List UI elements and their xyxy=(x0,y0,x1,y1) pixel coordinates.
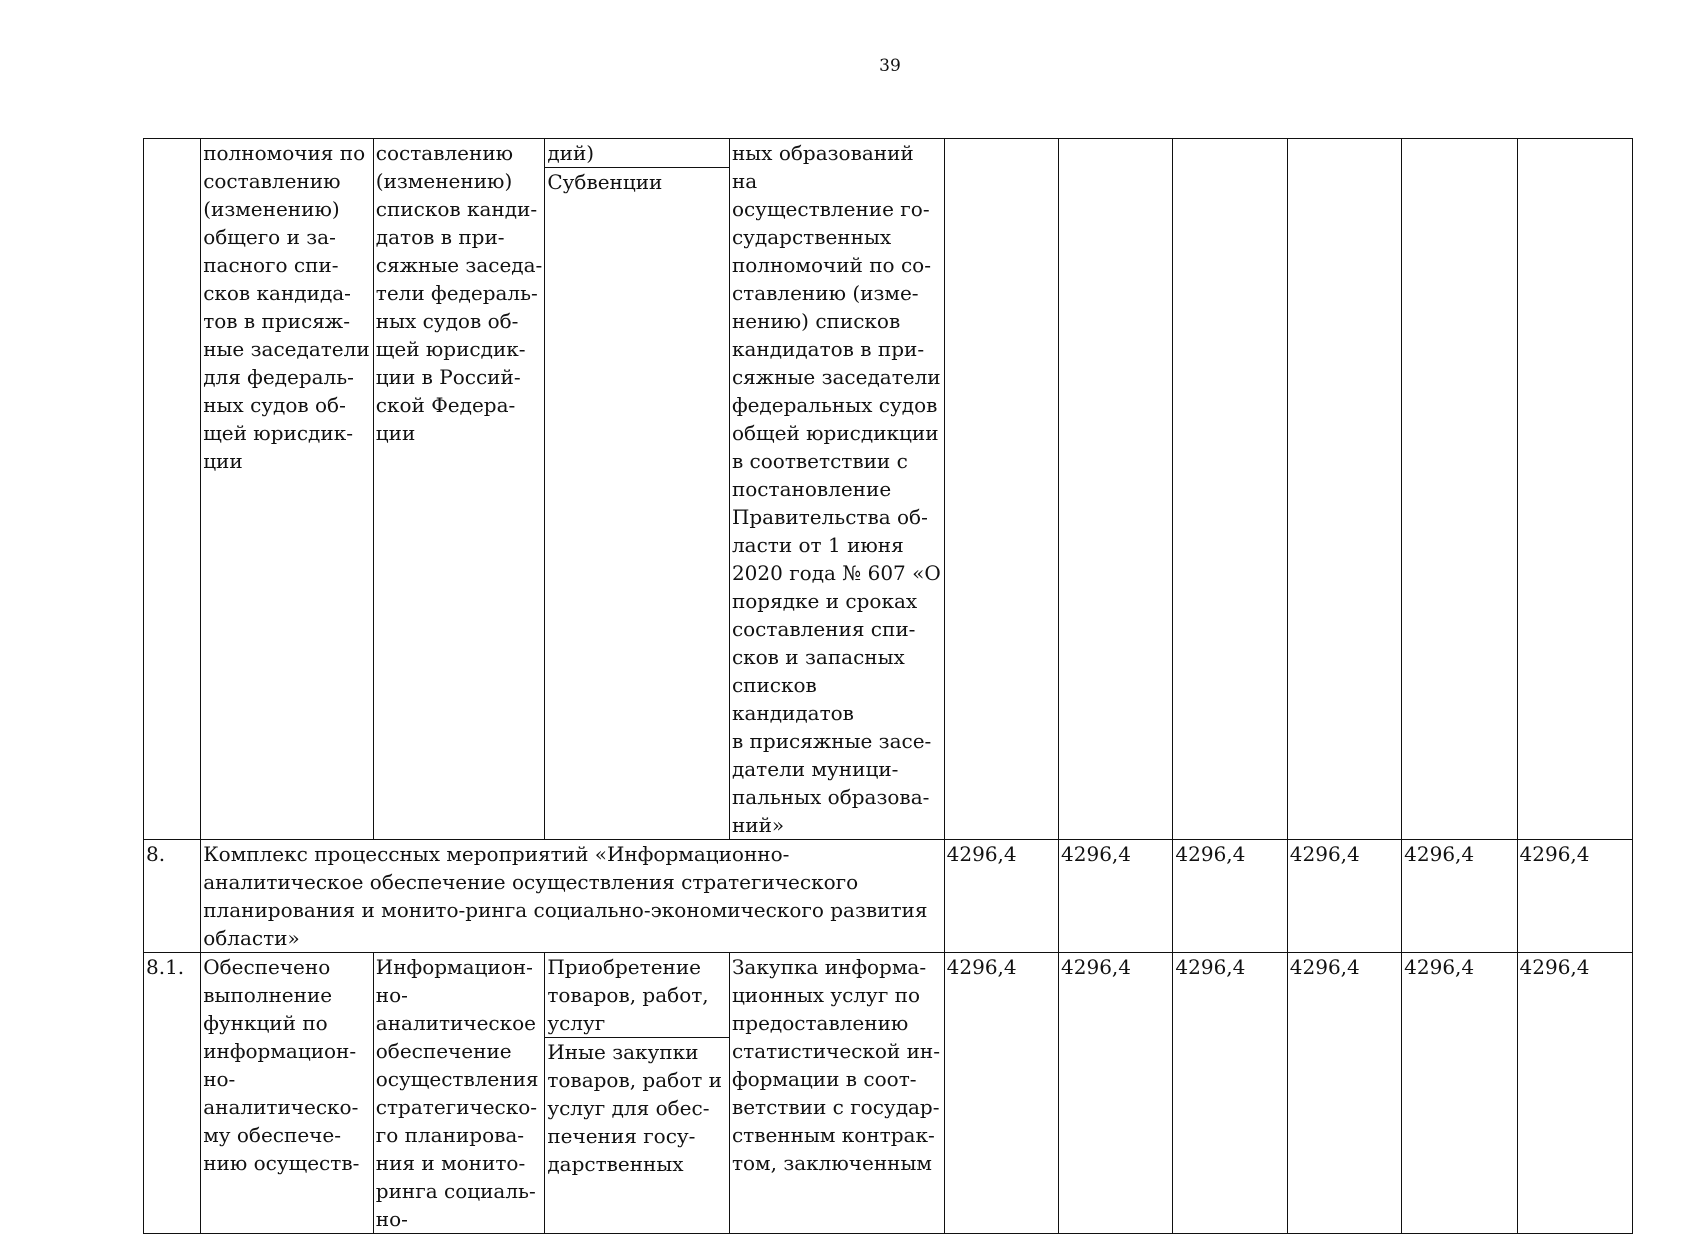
direction-cell: составлению (изменению) списков канди- датов в при- сяжные заседа- тели федераль- ных судов об- щей юрисдик- ции в Россий- ской Федера- ции xyxy=(373,139,545,840)
value-cell: 4296,4 xyxy=(1402,840,1517,953)
expense-type-line: дий) xyxy=(547,141,595,165)
page-number: 39 xyxy=(879,56,901,76)
value-cell xyxy=(1173,139,1287,840)
expense-type-cell xyxy=(545,953,730,1234)
value-cell: 4296,4 xyxy=(1059,840,1173,953)
value-cell: 4296,4 xyxy=(944,840,1058,953)
expense-type-line: Субвенции xyxy=(545,168,729,197)
direction-cell: Информацион- но- аналитическое обеспечение осуществления стратегическо- го планирова- ния и монито- ринга социаль- но- xyxy=(373,953,545,1234)
value-cell: 4296,4 xyxy=(1517,953,1632,1234)
program-title-cell: Комплекс процессных мероприятий «Информационно-аналитическое обеспечение осуществления стратегического планирования и монито-ринга социально-экономического развития области» xyxy=(201,840,944,953)
row-number-cell xyxy=(144,139,201,840)
row-number-cell: 8. xyxy=(144,840,201,953)
budget-table xyxy=(143,138,1633,1234)
value-cell: 4296,4 xyxy=(1287,953,1401,1234)
row-number-cell: 8.1. xyxy=(144,953,201,1234)
value-cell: 4296,4 xyxy=(1173,840,1287,953)
task-cell: Обеспечено выполнение функций по информацион- но- аналитическо- му обеспече- нию осуществ- xyxy=(201,953,374,1234)
value-cell: 4296,4 xyxy=(1402,953,1517,1234)
value-cell: 4296,4 xyxy=(1173,953,1287,1234)
task-cell: полномочия по составлению (изменению) общего и за- пасного спи- сков кандида- тов в присяж- ные заседатели для федераль- ных судов об- щей юрисдик- ции xyxy=(201,139,374,840)
expense-type-line: Приобретение товаров, работ, услуг xyxy=(547,955,709,1035)
value-cell: 4296,4 xyxy=(1517,840,1632,953)
value-cell xyxy=(1059,139,1173,840)
expense-type-cell xyxy=(545,139,730,840)
description-cell: Закупка информа- ционных услуг по предоставлению статистической ин- формации в соот- ветствии с государ- ственным контрак- том, заключенным xyxy=(729,953,944,1234)
expense-type-line: Иные закупки товаров, работ и услуг для обес- печения госу- дарственных xyxy=(545,1038,729,1179)
value-cell: 4296,4 xyxy=(1059,953,1173,1234)
value-cell: 4296,4 xyxy=(1287,840,1401,953)
description-cell: ных образований на осуществление го- сударственных полномочий по со- ставлению (изме- нению) списков кандидатов в при- сяжные заседатели федеральных судов общей юрисдикции в соответствии с постановление Правительства об- ласти от 1 июня 2020 года № 607 «О порядке и сроках составления спи- сков и запасных списков кандидатов в присяжные засе- датели муници- пальных образова- ний» xyxy=(729,139,944,840)
value-cell xyxy=(1402,139,1517,840)
value-cell xyxy=(1287,139,1401,840)
value-cell xyxy=(1517,139,1632,840)
value-cell: 4296,4 xyxy=(944,953,1058,1234)
table-row xyxy=(144,139,1633,840)
value-cell xyxy=(944,139,1058,840)
table-row xyxy=(144,840,1633,953)
table-row xyxy=(144,953,1633,1234)
